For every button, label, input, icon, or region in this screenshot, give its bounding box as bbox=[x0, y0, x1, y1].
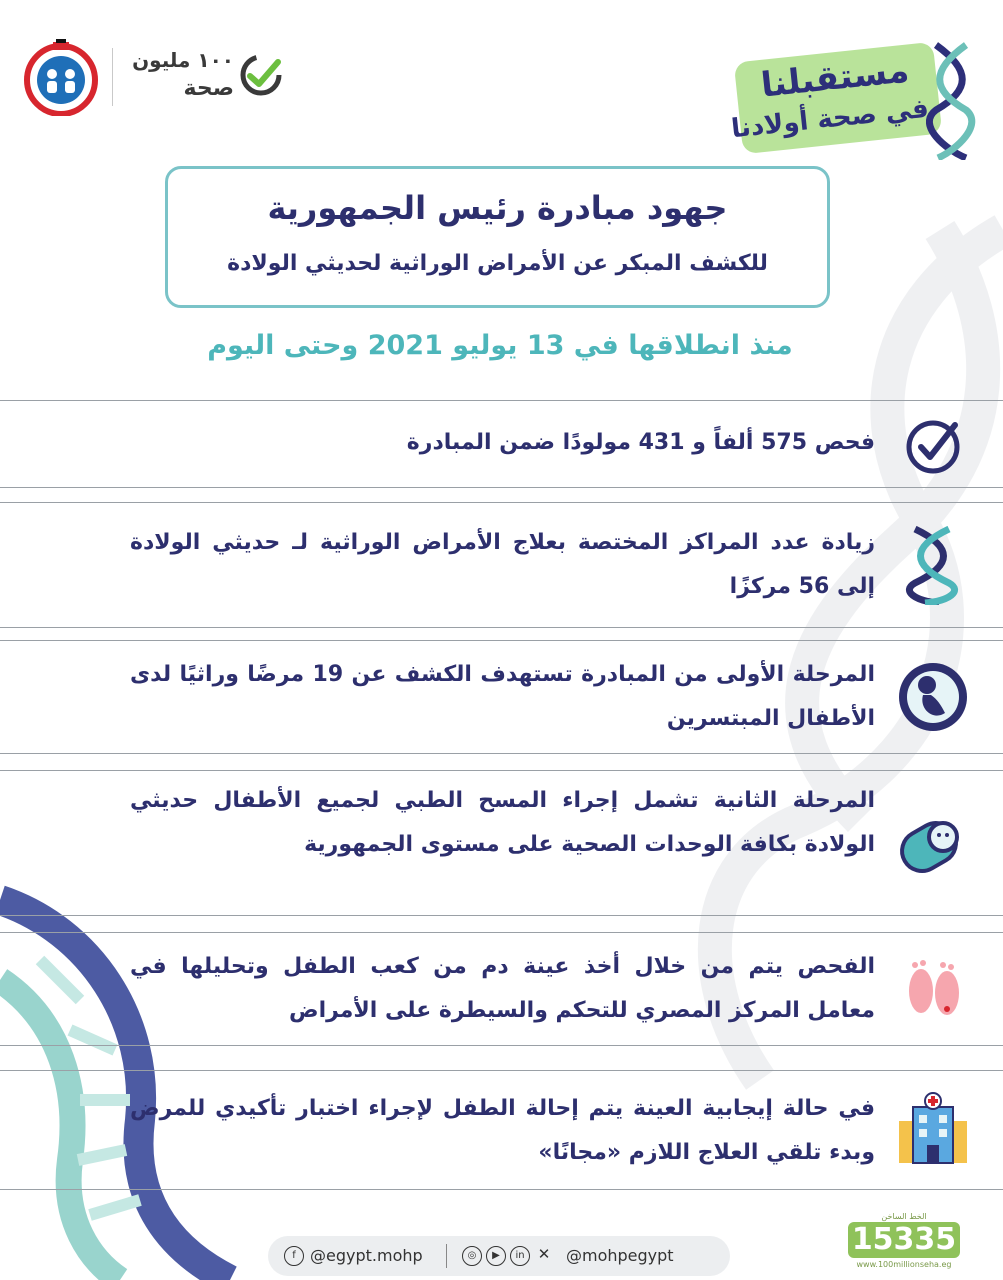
list-item bbox=[0, 640, 1003, 754]
linkedin-icon[interactable]: in bbox=[510, 1246, 530, 1266]
title-box bbox=[165, 166, 830, 308]
social-separator bbox=[446, 1244, 447, 1268]
campaign-dna-icon bbox=[926, 40, 978, 160]
hotline-label: الخط الساخن bbox=[881, 1212, 927, 1221]
list-item-text: في حالة إيجابية العينة يتم إحالة الطفل لإجراء اختبار تأكيدي للمرض وبدء تلقي العلاج اللازم «مجانًا» bbox=[130, 1096, 875, 1165]
page-subtitle-heading: للكشف المبكر عن الأمراض الوراثية لحديثي الولادة bbox=[227, 251, 768, 276]
campaign-badge bbox=[730, 40, 980, 160]
social-media-bar bbox=[268, 1236, 730, 1276]
ministry-of-health-logo bbox=[22, 38, 100, 116]
list-item-text: زيادة عدد المراكز المختصة بعلاج الأمراض الوراثية لـ حديثي الولادة إلى 56 مركزًا bbox=[130, 530, 875, 599]
website-link[interactable]: www.100millionseha.eg bbox=[856, 1260, 952, 1269]
facebook-icon[interactable]: f bbox=[284, 1246, 304, 1266]
list-item bbox=[0, 1070, 1003, 1190]
list-item-text: الفحص يتم من خلال أخذ عينة دم من كعب الطفل وتحليلها في معامل المركز المصري للتحكم والسيطرة على الأمراض bbox=[130, 954, 875, 1023]
page-title: جهود مبادرة رئيس الجمهورية bbox=[267, 189, 728, 227]
campaign-line1: مستقبلنا bbox=[759, 50, 911, 106]
youtube-icon[interactable]: ▶ bbox=[486, 1246, 506, 1266]
check-circle-icon bbox=[893, 407, 973, 487]
baby-feet-icon bbox=[893, 951, 973, 1031]
campaign-line2: في صحة أولادنا bbox=[729, 93, 931, 145]
green-check-icon bbox=[238, 52, 284, 98]
launch-date-subtitle: منذ انطلاقها في 13 يوليو 2021 وحتى اليوم bbox=[207, 330, 793, 361]
facebook-handle[interactable]: @egypt.mohp bbox=[310, 1246, 423, 1265]
fetus-icon bbox=[893, 657, 973, 737]
list-item bbox=[0, 502, 1003, 628]
instagram-icon[interactable]: ◎ bbox=[462, 1246, 482, 1266]
hospital-icon bbox=[893, 1089, 973, 1169]
list-item bbox=[0, 932, 1003, 1046]
100-million-health-logo bbox=[126, 48, 286, 108]
list-item-text: المرحلة الثانية تشمل إجراء المسح الطبي لجميع الأطفال حديثي الولادة بكافة الوحدات الصحية على مستوى الجمهورية bbox=[130, 788, 875, 857]
list-item-text: فحص 575 ألفاً و 431 مولودًا ضمن المبادرة bbox=[406, 430, 875, 455]
list-item bbox=[0, 770, 1003, 916]
hotline-number[interactable]: 15335 bbox=[848, 1222, 960, 1258]
list-item bbox=[0, 400, 1003, 488]
list-item-text: المرحلة الأولى من المبادرة تستهدف الكشف عن 19 مرضًا وراثيًا لدى الأطفال المبتسرين bbox=[130, 662, 875, 731]
initiative-line2: صحة bbox=[183, 76, 234, 101]
x-icon[interactable]: ✕ bbox=[537, 1245, 551, 1263]
social-handle[interactable]: @mohpegypt bbox=[566, 1246, 674, 1265]
hotline-badge bbox=[848, 1212, 960, 1272]
dna-icon bbox=[893, 525, 973, 605]
newborn-icon bbox=[893, 805, 973, 885]
header-divider bbox=[112, 48, 113, 106]
initiative-line1: ١٠٠ مليون bbox=[132, 48, 234, 72]
